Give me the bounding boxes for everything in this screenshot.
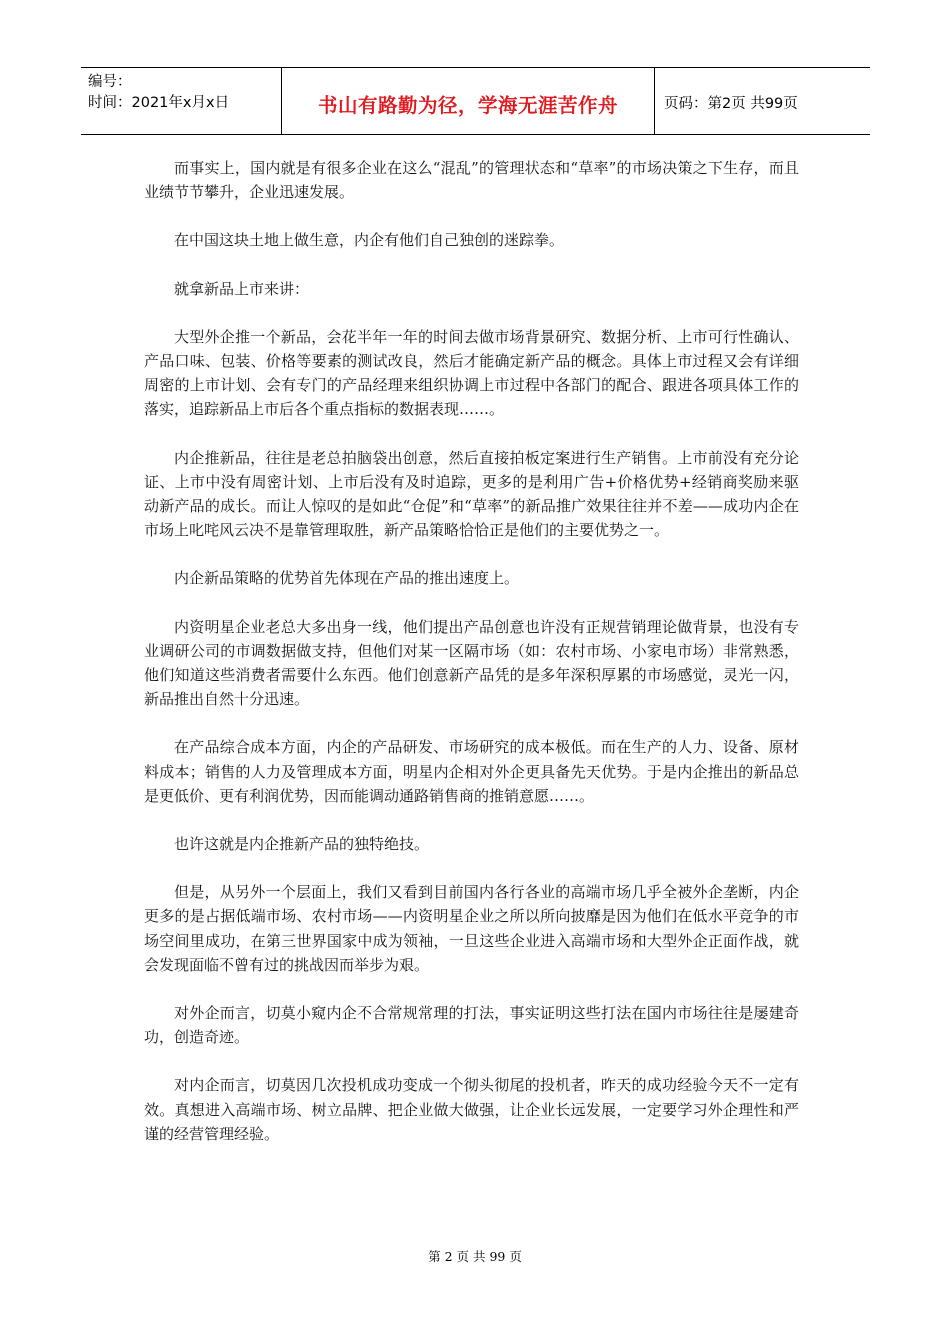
paragraph-6: 内企新品策略的优势首先体现在产品的推出速度上。 [174,569,520,588]
paragraph-9: 也许这就是内企推新产品的独特绝技。 [174,835,430,854]
paragraph-12: 对内企而言，切莫因几次投机成功变成一个彻头彻尾的投机者，昨天的成功经验今天不一定有效。真想进入高端市场、树立品牌、把企业做大做强，让企业长远发展，一定要学习外企理性和严谨的经营管理经验。 [144,1076,799,1143]
time-label: 时间：2021年x月x日 [88,95,230,111]
paragraph-4: 大型外企推一个新品，会花半年一年的时间去做市场背景研究、数据分析、上市可行性确认、产品口味、包装、价格等要素的测试改良，然后才能确定新产品的概念。具体上市过程又会有详细周密的上市计划、会有专门的产品经理来组织协调上市过程中各部门的配合、跟进各项具体工作的落实，追踪新品上市后各个重点指标的数据表现……。 [144,327,799,419]
page-footer [0,1247,950,1265]
paragraph-2: 在中国这块土地上做生意，内企有他们自己独创的迷踪拳。 [174,231,565,250]
header-motto-cell [282,68,655,134]
paragraph-7: 内资明星企业老总大多出身一线，他们提出产品创意也许没有正规营销理论做背景，也没有专业调研公司的市调数据做支持，但他们对某一区隔市场（如：农村市场、小家电市场）非常熟悉，他们知道这些消费者需要什么东西。他们创意新产品凭的是多年深积厚累的市场感觉，灵光一闪，新品推出自然十分迅速。 [144,617,799,709]
paragraph-8: 在产品综合成本方面，内企的产品研发、市场研究的成本极低。而在生产的人力、设备、原材料成本；销售的人力及管理成本方面，明星内企相对外企更具备先天优势。于是内企推出的新品总是更低价、更有利润优势，因而能调动通路销售商的推销意愿……。 [144,738,799,805]
number-label: 编号： [88,74,132,90]
paragraph-10: 但是，从另外一个层面上，我们又看到目前国内各行各业的高端市场几乎全被外企垄断，内企更多的是占据低端市场、农村市场——内资明星企业之所以所向披靡是因为他们在低水平竞争的市场空间里成功，在第三世界国家中成为领袖，一旦这些企业进入高端市场和大型外企正面作战，就会发现面临不曾有过的挑战因而举步为艰。 [144,883,799,974]
document-header [81,67,870,135]
page-code: 页码：第2页 共99页 [664,95,798,112]
header-meta-cell [81,68,282,134]
paragraph-1: 而事实上，国内就是有很多企业在这么“混乱”的管理状态和“草率”的市场决策之下生存，而且业绩节节攀升，企业迅速发展。 [144,159,799,202]
paragraph-3: 就拿新品上市来讲： [174,279,310,298]
footer-page-number: 第 2 页 共 99 页 [428,1249,522,1264]
header-page-cell [655,68,870,134]
motto-text: 书山有路勤为径，学海无涯苦作舟 [317,94,618,117]
paragraph-5: 内企推新品，往往是老总拍脑袋出创意，然后直接拍板定案进行生产销售。上市前没有充分论证、上市中没有周密计划、上市后没有及时追踪，更多的是利用广告+价格优势+经销商奖励来驱动新产品的成长。而让人惊叹的是如此“仓促”和“草率”的新品推广效果往往并不差——成功内企在市场上叱咤风云决不是靠管理取胜，新产品策略恰恰正是他们的主要优势之一。 [144,448,799,540]
paragraph-11: 对外企而言，切莫小窥内企不合常规常理的打法，事实证明这些打法在国内市场往往是屡建奇功，创造奇迹。 [144,1004,799,1047]
document-body [144,156,799,1170]
